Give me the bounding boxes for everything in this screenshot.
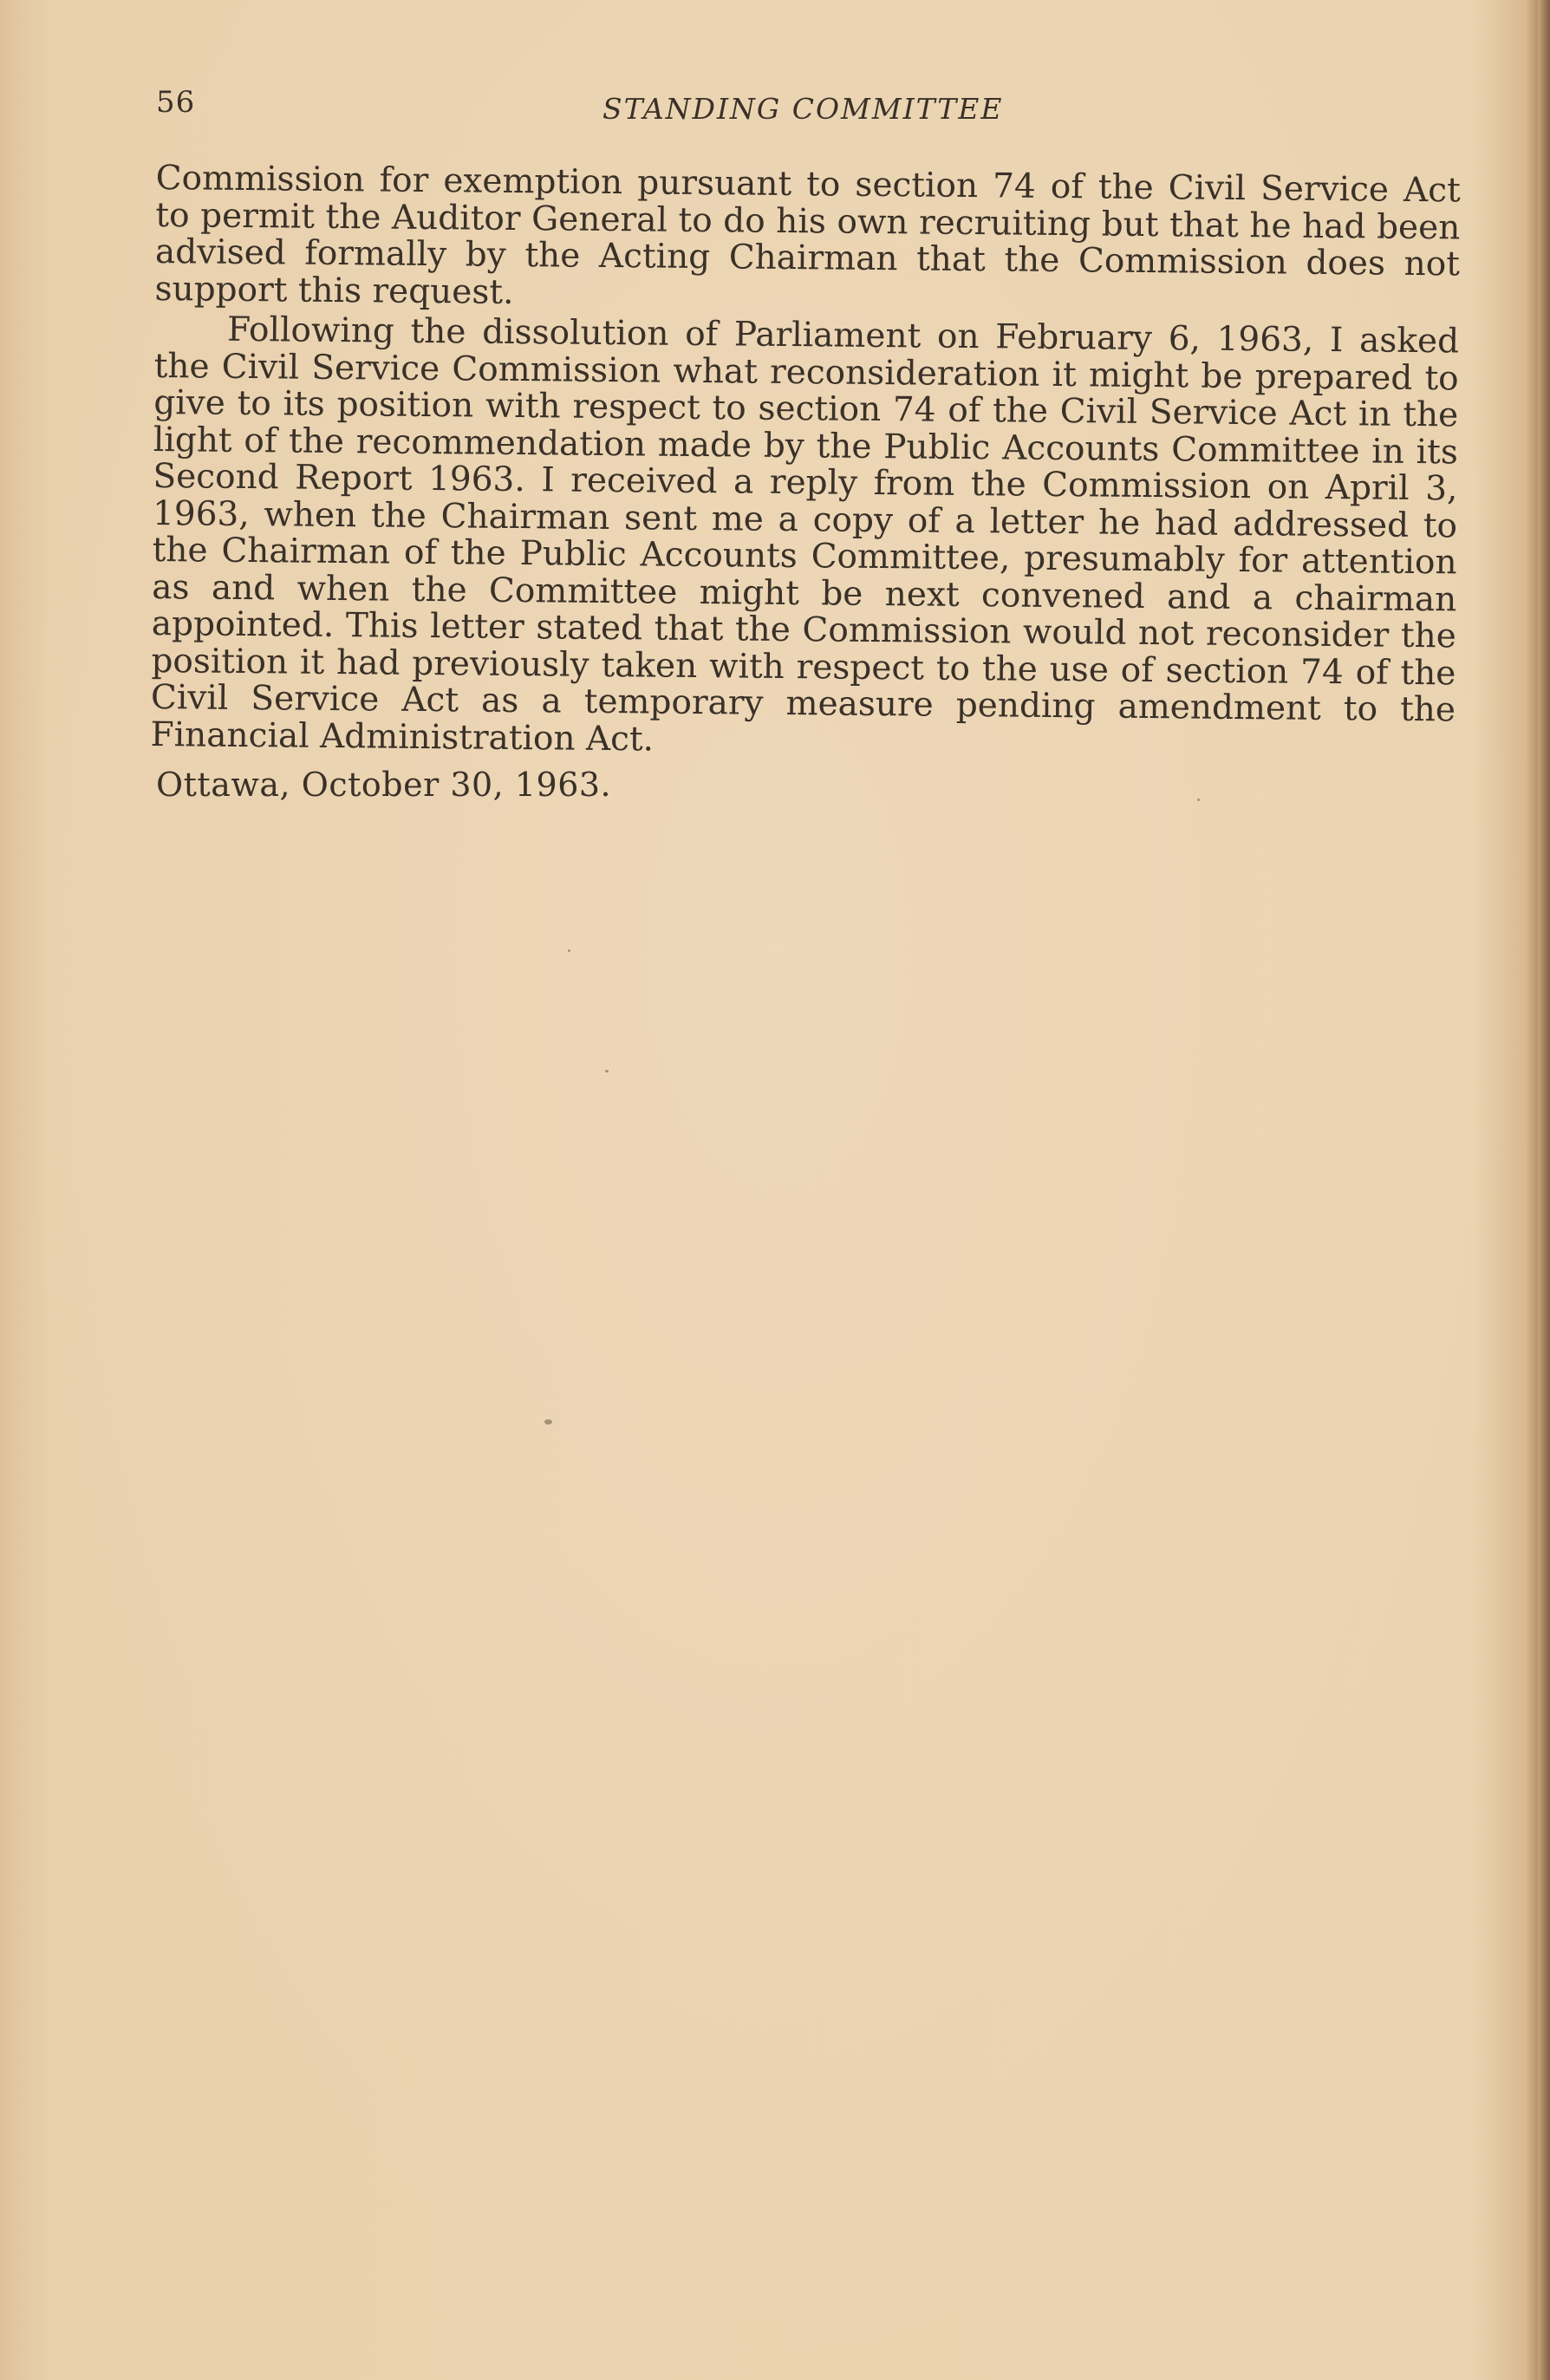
page-edge-shadow [1538,0,1550,2380]
paper-speck [568,949,570,952]
page-number: 56 [156,85,196,120]
running-title: STANDING COMMITTEE [602,92,1004,126]
paragraph-continuation: Commission for exemption pursuant to section 74 of the Civil Service Act to permit the Auditor General to do his own recruiting but that he had been advised formally by the Acting Chairman that the Commission does not support this request. [154,159,1461,312]
paper-speck [544,1419,552,1425]
body-text [150,160,1461,769]
paragraph-following-dissolution: Following the dissolution of Parliament on February 6, 1963, I asked the Civil Service Commission what reconsideration it might be prepared to give to its position with respect to section 74 of the Civil Service Act in the light of the recommendation made by the Public Accounts Committee in its Second Report 1963. I received a reply from the Commission on April 3, 1963, when the Chairman sent me a copy of a letter he had addressed to the Chairman of the Public Accounts Committee, presumably for attention as and when the Committee might be next convened and a chairman appointed. This letter stated that the Commission would not reconsider the position it had previously taken with respect to the use of section 74 of the Civil Service Act as a temporary measure pending amendment to the Financial Administration Act. [150,310,1460,760]
dateline: Ottawa, October 30, 1963. [156,766,612,804]
paper-speck [1197,799,1200,801]
paper-speck [605,1070,609,1073]
page-header [156,85,1456,137]
